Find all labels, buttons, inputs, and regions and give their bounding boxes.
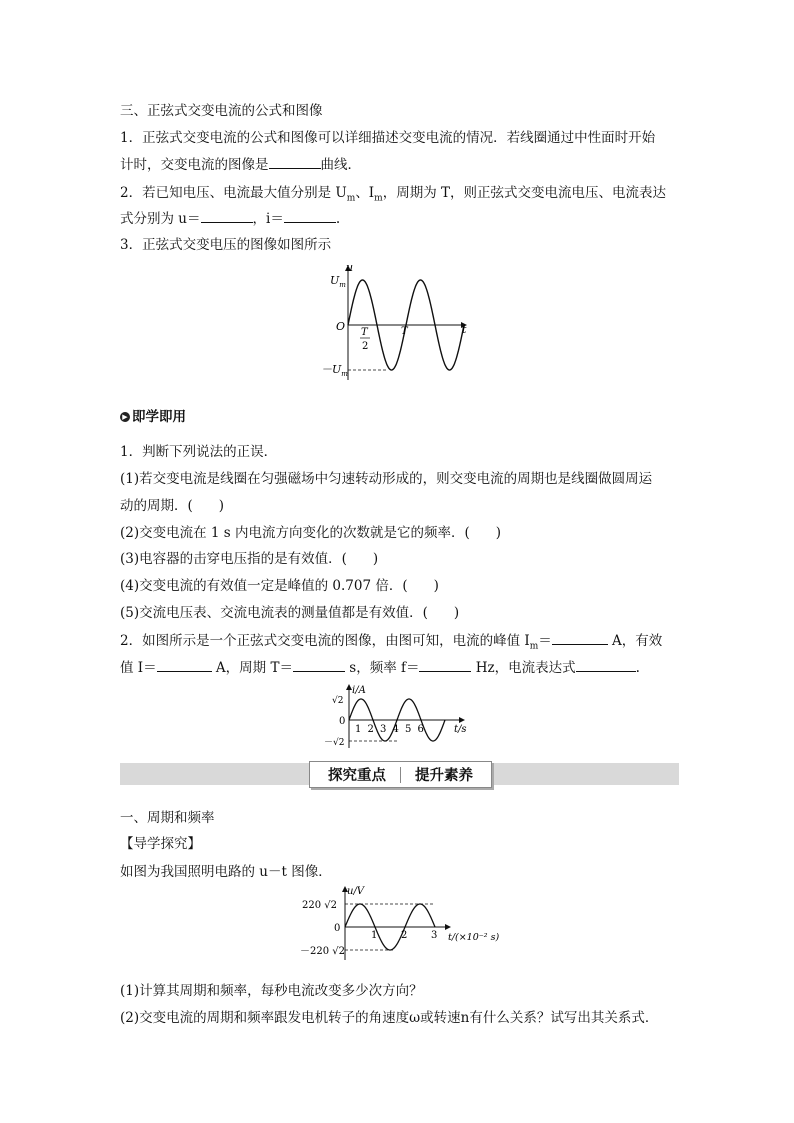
text: . [635,660,640,676]
x-tick-label: 3 [431,930,438,941]
text: 曲线． [320,157,361,173]
min-label: －220 √2 [300,946,345,957]
x-axis-label: t/s [454,724,467,735]
banner-right-text: 提升素养 [415,768,473,784]
x-axis-label: t/(×10⁻² s) [448,932,500,943]
divider [400,767,401,783]
half-period-numerator: T [361,327,368,338]
part1-question2: (2)交变电流的周期和频率跟发电机转子的角速度ω或转速n有什么关系？试写出其关系式． [120,1010,659,1026]
origin-label: O [336,320,346,333]
text: ) [218,498,225,514]
part1-intro: 如图为我国照明电路的 u－t 图像． [120,864,332,880]
q1-item1a: (1)若交变电流是线圈在匀强磁场中匀速转动形成的，则交变电流的周期也是线圈做圆周运 [120,471,653,487]
x-tick-label: 4 [392,724,399,735]
text: Hz，电流表达式 [471,660,576,676]
voltage-sine-figure [318,262,478,384]
paragraph-3: 3．正弦式交变电压的图像如图所示 [120,237,332,253]
min-label: －√2 [324,738,345,748]
current-sine-figure [322,682,472,752]
part1-title: 一、周期和频率 [120,810,215,826]
x-tick-label: 2 [367,724,374,735]
text: 2．如图所示是一个正弦式交变电流的图像，由图可知，电流的峰值 I [120,633,530,649]
text: s，频率 f＝ [344,660,420,676]
banner-title-box [309,761,492,788]
paragraph-2b [120,207,340,227]
text: 2．若已知电压、电流最大值分别是 U [120,185,347,201]
answer-blank-rms[interactable] [157,659,212,672]
x-tick-label: 1 [371,930,378,941]
max-label: √2 [332,696,344,706]
x-tick-label: 1 [355,724,362,735]
text: 值 I＝ [120,660,157,676]
play-icon: ▶ [120,412,130,422]
text: ) [495,525,502,541]
x-tick-labels [355,724,424,735]
answer-blank-frequency[interactable] [419,659,471,672]
answer-blank-u[interactable] [201,210,253,223]
y-axis-label: u [346,262,354,274]
q1-item5 [120,601,459,621]
x-axis-label: t [462,323,467,336]
q2-line-a [120,629,662,652]
x-tick-label: 3 [380,724,387,735]
text: ＝ [538,633,552,649]
text: 计时，交变电流的图像是 [120,157,269,173]
paragraph-1b [120,153,361,173]
mains-voltage-figure [300,884,510,964]
half-period-denominator: 2 [362,341,369,352]
part1-question1: (1)计算其周期和频率，每秒电流改变多少次方向？ [120,983,423,999]
answer-blank[interactable] [269,156,321,169]
practice-title: 即学即用 [132,409,186,425]
answer-blank-i[interactable] [284,210,336,223]
y-axis-label: i/A [352,685,366,696]
answer-blank-peak[interactable] [552,632,608,645]
x-tick-label: 5 [405,724,412,735]
part1-subtitle: 【导学探究】 [120,836,201,852]
answer-blank-period[interactable] [293,659,345,672]
text: ) [453,605,460,621]
paragraph-2a [120,181,666,204]
period-label: T [401,326,408,337]
text: 动的周期．( [120,498,193,514]
q1-item2 [120,521,501,541]
text: (2)交变电流在 1 s 内电流方向变化的次数就是它的频率．( [120,525,470,541]
section-title: 三、正弦式交变电流的公式和图像 [120,103,323,119]
text: 式分别为 u＝ [120,211,201,227]
zero-label: 0 [339,716,346,727]
banner-left-text: 探究重点 [328,768,386,784]
y-axis-label: u/V [347,886,365,897]
x-tick-label: 6 [417,724,424,735]
text: 、I [355,185,375,201]
text: ) [372,551,379,567]
max-label: $U_m$ [330,274,346,289]
zero-label: 0 [334,923,341,934]
q2-line-b [120,656,640,676]
text: A，有效 [607,633,663,649]
subscript: m [374,193,383,204]
max-label: 220 √2 [302,900,337,911]
text: . [335,211,341,227]
answer-blank-expression[interactable] [576,659,636,672]
q1-stem: 1．判断下列说法的正误． [120,444,278,460]
subscript: m [346,193,356,204]
paragraph-1a: 1．正弦式交变电流的公式和图像可以详细描述交变电流的情况．若线圈通过中性面时开始 [120,130,656,146]
q1-item3 [120,547,378,567]
text: (4)交变电流的有效值一定是峰值的 0.707 倍．( [120,578,408,594]
subscript: m [529,641,539,652]
practice-heading [120,405,186,425]
text: ，i＝ [252,211,284,227]
q1-item1b [120,494,224,514]
q1-item4 [120,574,439,594]
text: (3)电容器的击穿电压指的是有效值．( [120,551,347,567]
min-label: $-U_m$ [321,363,348,378]
text: A，周期 T＝ [211,660,293,676]
text: ) [433,578,439,594]
x-tick-label: 2 [401,930,408,941]
text: ，周期为 T，则正弦式交变电流电压、电流表达 [382,185,666,201]
text: (5)交流电压表、交流电流表的测量值都是有效值．( [120,605,428,621]
